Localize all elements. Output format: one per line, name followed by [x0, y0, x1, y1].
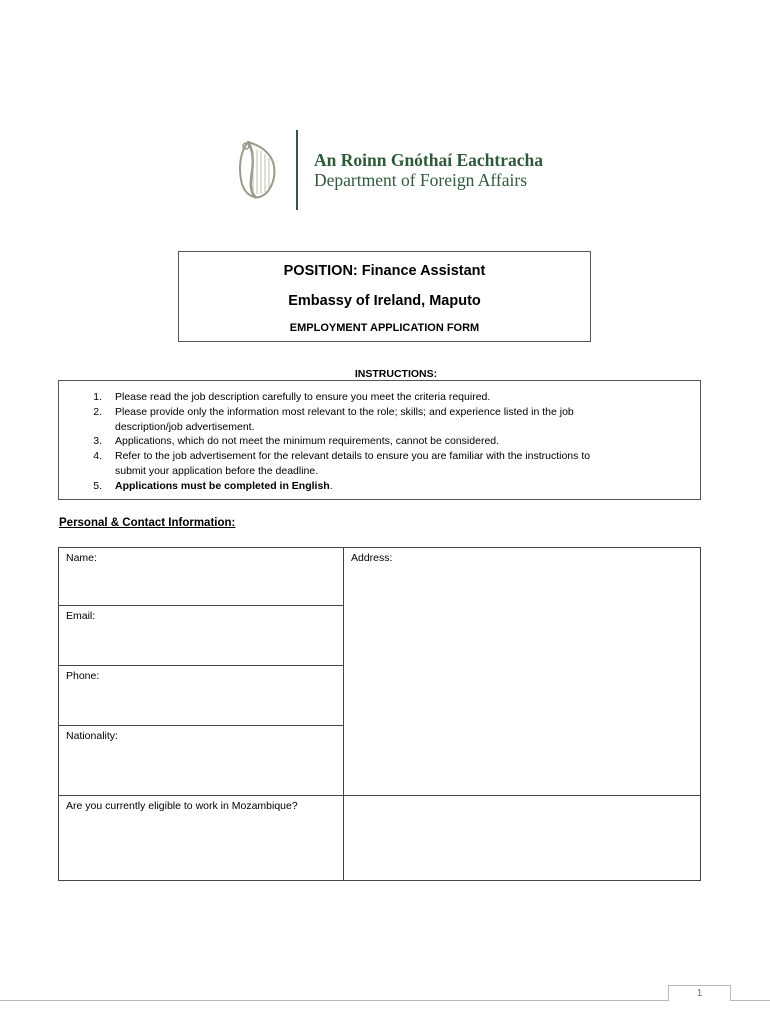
email-label: Email: — [66, 610, 96, 622]
instruction-number: 5. — [93, 480, 102, 492]
instruction-text: Refer to the job advertisement for the relevant details to ensure you are familiar with the instructions to — [115, 450, 591, 462]
form-name: EMPLOYMENT APPLICATION FORM — [289, 322, 480, 334]
instruction-number: 4. — [93, 450, 102, 462]
email-field[interactable] — [59, 606, 343, 665]
eligibility-label: Are you currently eligible to work in Mozambique? — [66, 800, 298, 812]
instruction-bold-text: Applications must be completed in English — [115, 480, 330, 492]
instruction-punctuation: . — [329, 480, 333, 492]
phone-field[interactable] — [59, 666, 343, 725]
instruction-text: submit your application before the deadline. — [115, 465, 319, 477]
footer-divider — [0, 1000, 770, 1001]
department-logo — [236, 130, 546, 212]
instruction-text: Please provide only the information most relevant to the role; skills; and experience listed in the job — [115, 406, 574, 418]
address-label: Address: — [351, 552, 393, 564]
logo-divider — [296, 130, 298, 210]
phone-label: Phone: — [66, 670, 100, 682]
nationality-label: Nationality: — [66, 730, 118, 742]
harp-icon — [236, 138, 280, 202]
instruction-text: Applications, which do not meet the minimum requirements, cannot be considered. — [115, 435, 500, 447]
page-number: 1 — [696, 987, 703, 999]
address-field[interactable] — [344, 548, 700, 795]
name-label: Name: — [66, 552, 97, 564]
instructions-box — [58, 380, 701, 500]
nationality-field[interactable] — [59, 726, 343, 795]
instruction-number: 3. — [93, 435, 102, 447]
instruction-text: description/job advertisement. — [115, 421, 255, 433]
position-header-box — [178, 251, 591, 342]
personal-info-table — [58, 547, 701, 881]
personal-info-heading: Personal & Contact Information: — [59, 517, 236, 529]
instruction-number: 2. — [93, 406, 102, 418]
position-title: POSITION: Finance Assistant — [283, 263, 486, 279]
department-name-english: Department of Foreign Affairs — [314, 170, 528, 190]
instruction-number: 1. — [93, 391, 102, 403]
department-name-irish: An Roinn Gnóthaí Eachtracha — [314, 150, 543, 170]
eligibility-answer-field[interactable] — [344, 796, 700, 880]
instruction-text — [115, 479, 670, 494]
instructions-heading: INSTRUCTIONS: — [354, 368, 438, 380]
eligibility-question — [59, 796, 343, 880]
embassy-name: Embassy of Ireland, Maputo — [288, 293, 481, 309]
name-field[interactable] — [59, 548, 343, 605]
instruction-text: Please read the job description carefully to ensure you meet the criteria required. — [115, 391, 491, 403]
page-number-tab — [668, 985, 731, 1001]
